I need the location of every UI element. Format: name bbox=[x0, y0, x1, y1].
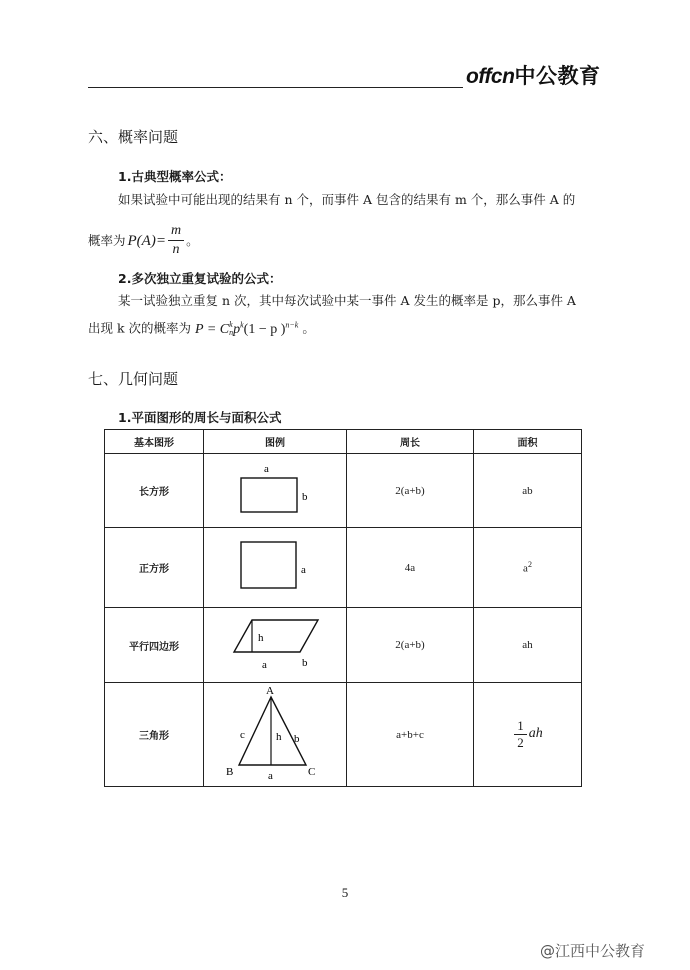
shape-name-triangle: 三角形 bbox=[105, 683, 204, 787]
header-area: 面积 bbox=[474, 430, 582, 454]
perimeter-triangle: a+b+c bbox=[347, 683, 474, 787]
area-fraction-num: 1 bbox=[514, 718, 527, 735]
figure-rectangle bbox=[204, 454, 347, 528]
logo-brand: offcn bbox=[466, 65, 515, 88]
page-number: 5 bbox=[341, 885, 349, 900]
section-title-probability: 六、概率问题 bbox=[88, 128, 179, 146]
area-square-base: a bbox=[523, 562, 528, 575]
table-row bbox=[105, 608, 582, 683]
fraction-denominator: n bbox=[172, 242, 180, 257]
classical-prefix: 概率为 bbox=[88, 232, 126, 248]
square-shape bbox=[241, 542, 296, 588]
para-label-h: h bbox=[258, 632, 264, 644]
table-row bbox=[105, 683, 582, 787]
classical-formula-line bbox=[88, 222, 199, 259]
area-triangle bbox=[474, 683, 582, 787]
logo-text: 中公教育 bbox=[514, 65, 601, 88]
rectangle-shape bbox=[241, 478, 297, 512]
area-triangle-var: ah bbox=[528, 726, 543, 742]
rect-label-a: a bbox=[264, 463, 269, 475]
bernoulli-prefix: 出现 k 次的概率为 bbox=[88, 320, 192, 336]
square-diagram bbox=[204, 528, 347, 604]
classical-suffix: 。 bbox=[186, 232, 199, 248]
para-label-a: a bbox=[262, 659, 267, 671]
table-row bbox=[105, 454, 582, 528]
tri-label-a: a bbox=[268, 770, 273, 782]
figure-square bbox=[204, 528, 347, 608]
subsection-title-classical: 1.古典型概率公式： bbox=[118, 169, 232, 184]
subsection-title-bernoulli: 2.多次独立重复试验的公式： bbox=[118, 271, 282, 286]
formula-p-equals-c: P = C bbox=[195, 321, 230, 337]
triangle-diagram bbox=[204, 683, 347, 783]
area-rectangle: ab bbox=[474, 454, 582, 528]
bernoulli-text-line1: 某一试验独立重复 n 次，其中每次试验中某一事件 A 发生的概率是 p，那么事件 A bbox=[118, 293, 576, 308]
area-parallelogram: ah bbox=[474, 608, 582, 683]
para-label-b: b bbox=[302, 657, 308, 669]
subsection-title-plane-figures: 1.平面图形的周长与面积公式 bbox=[118, 410, 282, 425]
tri-label-h: h bbox=[276, 731, 282, 743]
table-header-row bbox=[105, 430, 582, 454]
figure-parallelogram bbox=[204, 608, 347, 683]
bernoulli-formula-line bbox=[88, 316, 315, 339]
header-rule bbox=[88, 87, 463, 88]
parallelogram-diagram bbox=[204, 608, 347, 679]
table-row bbox=[105, 528, 582, 608]
formula-p: p bbox=[233, 321, 241, 337]
watermark: @江西中公教育 bbox=[540, 942, 646, 960]
perimeter-square: 4a bbox=[347, 528, 474, 608]
area-fraction-den: 2 bbox=[517, 735, 524, 750]
triangle-shape bbox=[239, 697, 306, 765]
header-perimeter: 周长 bbox=[347, 430, 474, 454]
combination-sup-k: k bbox=[229, 320, 233, 330]
tri-label-B: B bbox=[226, 766, 234, 778]
formula-lhs: P(A)= bbox=[127, 232, 166, 249]
shape-name-parallelogram: 平行四边形 bbox=[105, 608, 204, 683]
figure-triangle bbox=[204, 683, 347, 787]
shape-name-rectangle: 长方形 bbox=[105, 454, 204, 528]
classical-text-line1: 如果试验中可能出现的结果有 n 个，而事件 A 包含的结果有 m 个，那么事件 A 的 bbox=[118, 192, 576, 207]
rectangle-diagram bbox=[204, 454, 347, 524]
bernoulli-formula bbox=[195, 322, 298, 337]
tri-label-b: b bbox=[294, 733, 300, 745]
fraction-numerator: m bbox=[168, 222, 184, 241]
perimeter-rectangle: 2(a+b) bbox=[347, 454, 474, 528]
formula-sup-k: k bbox=[240, 320, 244, 329]
parallelogram-shape bbox=[234, 620, 318, 652]
header-shape: 基本图形 bbox=[105, 430, 204, 454]
rect-label-b: b bbox=[302, 491, 308, 503]
section-title-geometry: 七、几何问题 bbox=[88, 370, 179, 388]
tri-label-C: C bbox=[308, 766, 316, 778]
area-square-exponent: 2 bbox=[527, 560, 532, 570]
formula-one-minus-p: (1 − p ) bbox=[243, 321, 286, 337]
brand-logo bbox=[466, 60, 600, 90]
formula-sup-n-minus-k: n−k bbox=[285, 320, 299, 329]
geometry-table bbox=[104, 429, 582, 787]
area-square bbox=[474, 528, 582, 608]
square-label-a: a bbox=[301, 564, 306, 576]
tri-label-c: c bbox=[240, 729, 245, 741]
header-figure: 图例 bbox=[204, 430, 347, 454]
fraction-m-over-n bbox=[168, 222, 184, 259]
combination-sub-n: n bbox=[229, 328, 234, 338]
shape-name-square: 正方形 bbox=[105, 528, 204, 608]
tri-label-A: A bbox=[266, 685, 274, 697]
perimeter-parallelogram: 2(a+b) bbox=[347, 608, 474, 683]
area-triangle-fraction bbox=[514, 718, 527, 751]
bernoulli-suffix: 。 bbox=[302, 320, 315, 336]
